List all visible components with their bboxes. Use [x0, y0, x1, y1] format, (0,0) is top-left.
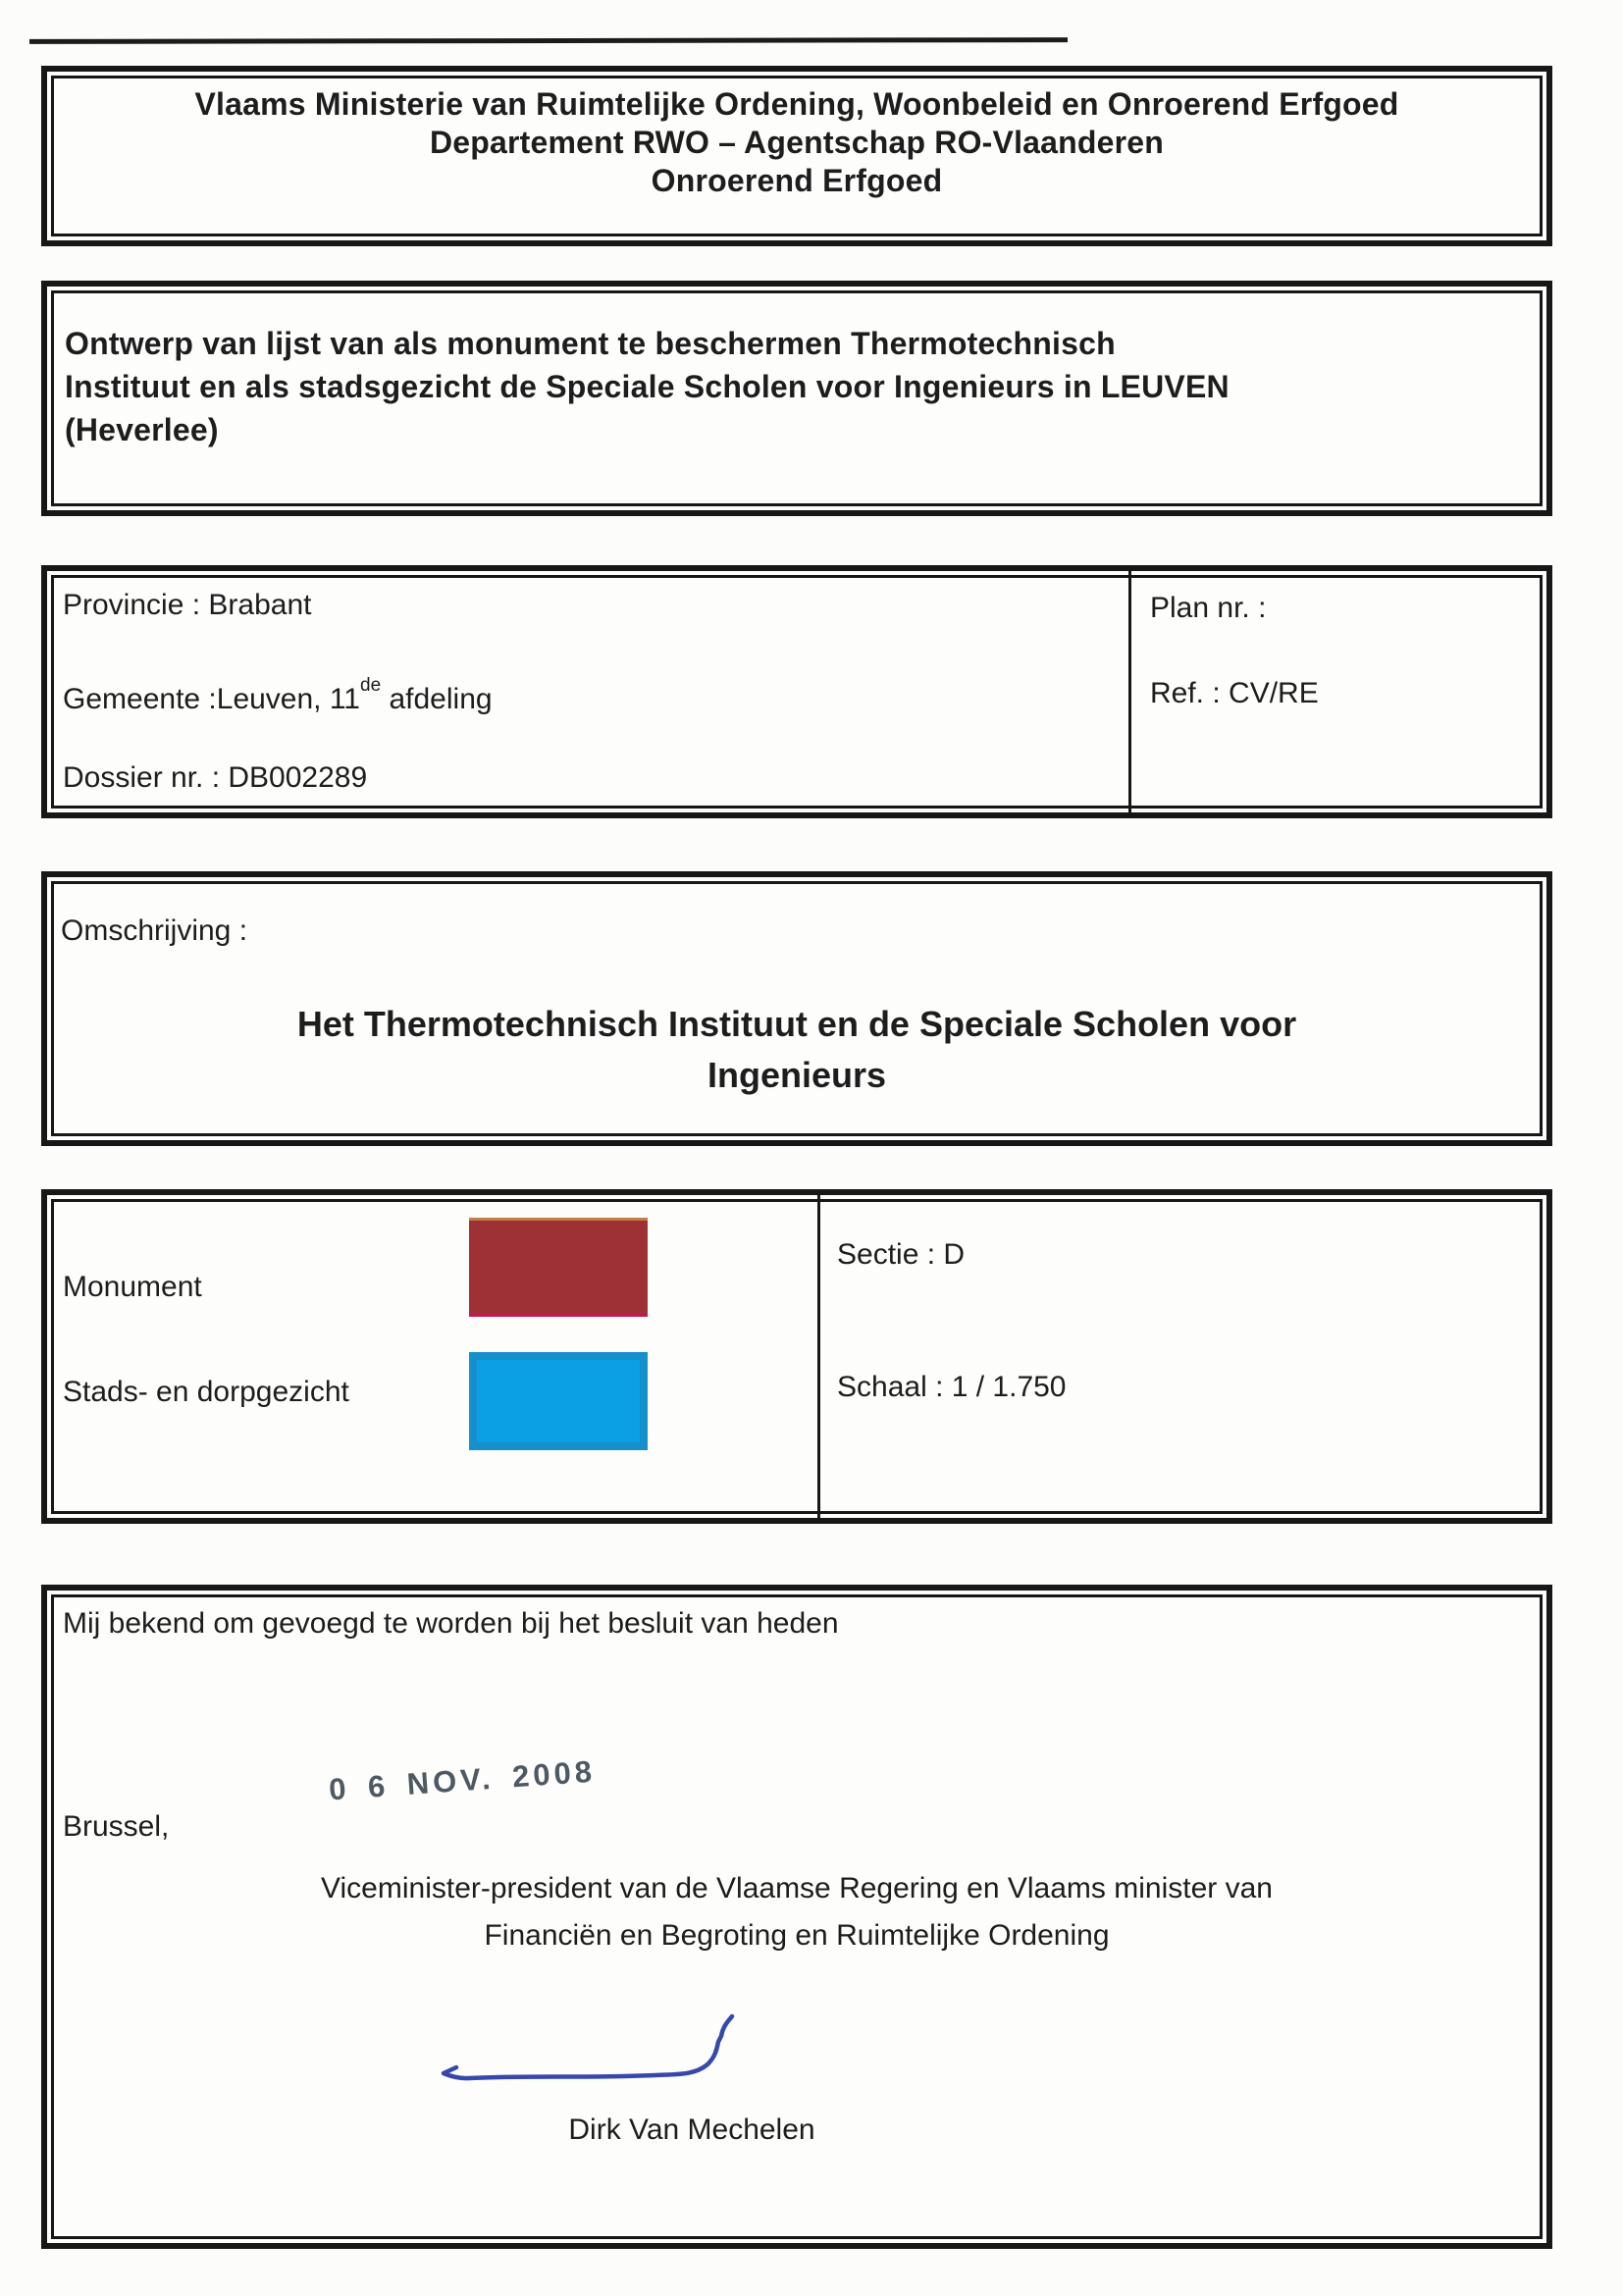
description-box	[41, 871, 1552, 1146]
description-label: Omschrijving :	[61, 914, 248, 947]
info-column-divider	[1128, 571, 1131, 812]
file-info-box	[41, 565, 1552, 818]
ref-row: Ref. : CV/RE	[1150, 677, 1319, 709]
description-title-line-1: Het Thermotechnisch Instituut en de Speciale Scholen voor	[296, 1004, 1297, 1044]
design-title-line-1: Ontwerp van lijst van als monument te beschermen Thermotechnisch	[65, 326, 1116, 361]
ministry-line-1: Vlaams Ministerie van Ruimtelijke Ordening, Woonbeleid en Onroerend Erfgoed	[194, 86, 1399, 122]
design-title-line-3: (Heverlee)	[65, 412, 219, 447]
description-title	[47, 999, 1546, 1101]
municipality-prefix: Gemeente :Leuven, 11	[63, 683, 360, 715]
minister-title-line-1: Viceminister-president van de Vlaamse Regering en Vlaams minister van	[321, 1872, 1273, 1905]
municipality-suffix: afdeling	[381, 683, 493, 715]
cityscape-label: Stads- en dorpgezicht	[63, 1376, 349, 1408]
description-title-line-2: Ingenieurs	[707, 1055, 887, 1095]
dossier-row: Dossier nr. : DB002289	[63, 761, 368, 794]
municipality-superscript: de	[360, 675, 382, 696]
signature-stroke	[432, 2007, 746, 2097]
ministry-line-2: Departement RWO – Agentschap RO-Vlaanderen	[429, 125, 1165, 160]
scale-row: Schaal : 1 / 1.750	[837, 1371, 1067, 1403]
ministry-header-text	[47, 85, 1546, 200]
scan-artifact-line	[29, 37, 1068, 44]
known-statement: Mij bekend om gevoegd te worden bij het besluit van heden	[63, 1607, 839, 1640]
design-title-line-2: Instituut en als stadsgezicht de Speciale Scholen voor Ingenieurs in LEUVEN	[65, 369, 1230, 404]
monument-label: Monument	[63, 1271, 202, 1303]
city-label: Brussel,	[63, 1810, 170, 1843]
ministry-line-3: Onroerend Erfgoed	[651, 163, 943, 198]
municipality-row	[63, 675, 493, 716]
monument-color-swatch	[469, 1218, 648, 1317]
cityscape-color-swatch	[469, 1352, 648, 1450]
signer-name: Dirk Van Mechelen	[568, 2113, 815, 2146]
legend-box	[41, 1189, 1552, 1524]
ministry-header-box	[41, 66, 1552, 246]
minister-title-text	[47, 1865, 1546, 1959]
section-row: Sectie : D	[837, 1238, 966, 1271]
minister-title-line-2: Financiën en Begroting en Ruimtelijke Ordening	[484, 1919, 1110, 1952]
date-stamp: 0 6 NOV. 2008	[328, 1753, 598, 1807]
design-title-box	[41, 281, 1552, 516]
signoff-box	[41, 1585, 1552, 2249]
cityscape-swatch-core	[477, 1360, 640, 1442]
legend-column-divider	[817, 1195, 820, 1518]
province-row: Provincie : Brabant	[63, 589, 312, 621]
design-title-text	[65, 322, 1533, 451]
plan-row: Plan nr. :	[1150, 592, 1267, 624]
